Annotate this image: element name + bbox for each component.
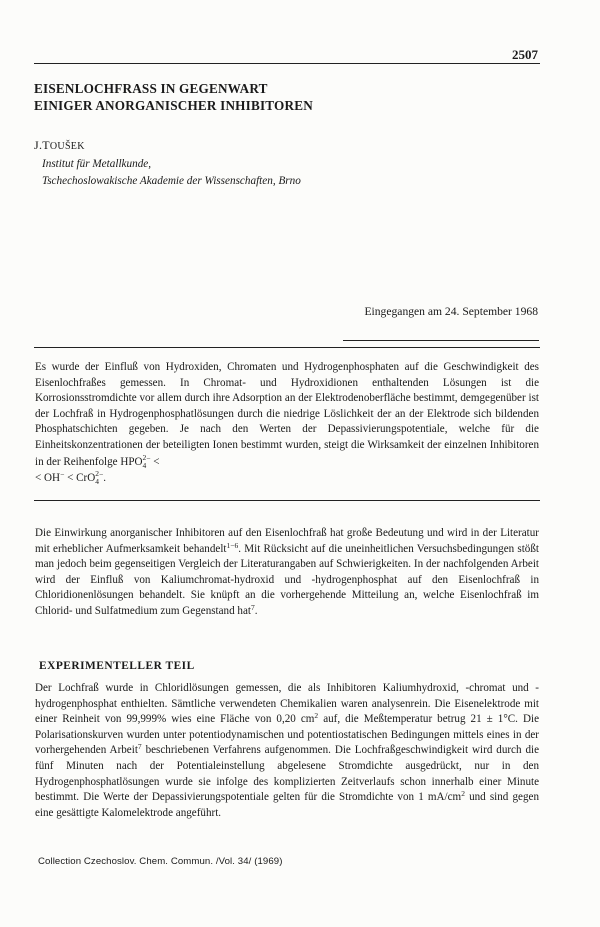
received-date: Eingegangen am 24. September 1968 — [364, 305, 538, 318]
cro-subscript: 4 — [95, 477, 99, 487]
abstract — [35, 360, 539, 487]
introduction-paragraph: Die Einwirkung anorganischer Inhibitoren auf den Eisenlochfraß hat große Bedeutung und wird in der Literatur mit erheblicher Aufmerksamkeit behandelt$^{1-6}$. Mit Rücksicht auf die uneinheitlichen Versuchsbedingungen stößt man jedoch beim gegenseitigen Vergleich der Literaturangaben auf Schwierigkeiten. In der nachfolgenden Arbeit wird der Einfluß von Kaliumchromat-hydroxid und -hydrogenphosphat auf den Eisenlochfraß in Chloridionenlösungen behandelt. Sie knüpft an die vorhergehende Mitteilung an, welche Eisenlochfraß im Chlorid- und Sulfatmedium zum Gegenstand hat$^7$. — [35, 527, 539, 617]
abstract-paragraph: Es wurde der Einfluß von Hydroxiden, Chromaten und Hydrogenphosphaten auf die Geschwindigkeit des Eisenlochfraßes gemessen. In Chromat- und Hydroxidionen enthaltenden Lösungen ist die Korrosionsstromdichte vor allem durch ihre Adsorption an der Elektrodenoberfläche bestimmt, demgegenüber ist der Lochfraß in Hydrogenphosphatlösungen durch die niedrige Löslichkeit der an der Elektrode sich bildenden Phosphatschichten gegeben. Je nach den Werten der Depassivierungspotentiale, welche für die Einheitskonzentrationen der beteiligten Ionen bestimmt wurden, steigt die Wirksamkeit der einzelnen Inhibitoren in der Reihenfolge HPO 2 4 − < < OH− < CrO 2 4 −. — [35, 361, 539, 487]
header-rule — [34, 63, 540, 64]
section-heading-experimental: EXPERIMENTELLER TEIL — [39, 660, 195, 672]
page-number: 2507 — [512, 47, 538, 62]
title-line-2: EINIGER ANORGANISCHER INHIBITOREN — [34, 98, 313, 113]
cro-superscript: 2 — [95, 469, 99, 479]
experimental-text — [35, 681, 539, 821]
affiliation — [42, 156, 522, 190]
affiliation-institute: Institut für Metallkunde, — [42, 158, 152, 170]
abstract-rule-top — [34, 347, 540, 348]
abstract-rule-short — [343, 340, 539, 341]
author-initial: J.T — [34, 138, 50, 152]
author — [34, 138, 85, 153]
affiliation-academy: Tschechoslowakische Akademie der Wissenschaften, Brno — [42, 175, 301, 187]
reference-1-6: 1−6 — [226, 540, 239, 550]
hpo-superscript: 2 — [142, 452, 147, 462]
reference-7: 7 — [250, 602, 255, 612]
article-title — [34, 80, 534, 114]
footer-citation: Collection Czechoslov. Chem. Commun. /Vol. 34/ (1969) — [38, 856, 283, 867]
reference-7: 7 — [137, 742, 142, 752]
author-surname: OUŠEK — [49, 141, 85, 152]
hpo-subscript: 4 — [142, 460, 147, 470]
title-line-1: EISENLOCHFRASS IN GEGENWART — [34, 81, 268, 96]
abstract-rule-bottom — [34, 500, 540, 501]
introduction — [35, 526, 539, 620]
experimental-paragraph: Der Lochfraß wurde in Chloridlösungen gemessen, die als Inhibitoren Kaliumhydroxid, -chromat und -hydrogenphosphat enthielten. Sämtliche verwendeten Chemikalien waren analysenrein. Die Eisenelektrode mit einer Reinheit von 99,999% wies eine Fläche von 0,20 $cm^2$ auf, die Meßtemperatur betrug 21 ± 1°C. Die Polarisationskurven wurden unter potentiodynamischen und potentiostatischen Bedingungen mittels eines in der vorhergehenden Arbeit$^7$ beschriebenen Verfahrens aufgenommen. Die Lochfraßgeschwindigkeit wird durch die fünf Minuten nach der Potentialeinstellung abgelesene Stromdichte ausgedrückt, nur in den Hydrogenphosphatlösungen wurde sie infolge des komplizierten Zeitverlaufs schon innerhalb einer Minute bestimmt. Die Werte der Depassivierungspotentiale gelten für die Stromdichte von 1 $mA/cm^2$ und sind gegen eine gesättigte Kalomelektrode angeführt. — [35, 682, 539, 819]
